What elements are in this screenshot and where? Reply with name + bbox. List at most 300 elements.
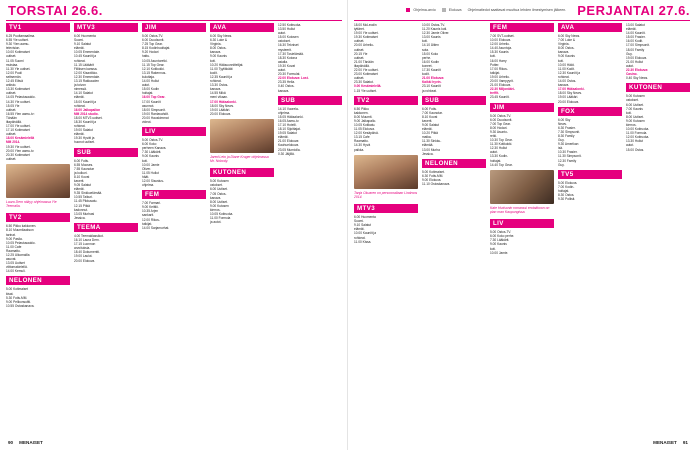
program-line: autot.	[278, 31, 286, 36]
program-line: 16.10 Laura Dern.	[74, 238, 100, 243]
program-line: 6.00 Koko	[142, 142, 157, 147]
program-line: 19.30 Yle uutiset.	[6, 144, 31, 149]
program-line: 17.10 Kotimaiset	[6, 128, 30, 133]
program-line: kaverit.	[74, 179, 85, 183]
program-line: 19.30 Kotimaiset	[354, 35, 378, 40]
program-line: 9.00 Pasila.	[6, 236, 23, 241]
program-line: 13.05 Uutiset	[6, 261, 25, 266]
program-line: 6.00 Sky	[558, 117, 571, 122]
program-line: 7.05 Ostos-	[210, 191, 227, 196]
program-line: 16.05 Aamu-tv.	[278, 118, 300, 123]
program-line: uutiset.	[6, 132, 17, 137]
channel-header: FOX	[558, 107, 622, 116]
program-line: 14.30 Yle uutiset.	[6, 99, 31, 104]
program-line: uutiset.	[354, 76, 365, 81]
program-line: kodit.	[422, 72, 430, 77]
program-line: 10.05 Kotiruoka.	[210, 212, 234, 217]
program-line: 21.00 Elokuva:	[278, 139, 300, 144]
program-line: 9.30 Amerikan	[558, 142, 579, 147]
program-line: 14.05 Pelastusaukio.	[6, 95, 36, 100]
highlighted-program: 22.00 Elokuva: Lost.	[278, 76, 309, 81]
program-line: ja rohkeat.	[422, 88, 437, 93]
program-line: uutiset.	[6, 156, 17, 161]
program-line: 12.50 Kotiruoka.	[278, 23, 302, 27]
highlighted-program: MM 2014 studio.	[74, 111, 99, 116]
program-line: viittomakielellä.	[6, 265, 28, 270]
program-line: 0.30 Jäljillä.	[278, 151, 295, 156]
schedule-column	[6, 23, 70, 435]
program-line: muistaa.	[6, 62, 19, 67]
program-line: 12.00 Sisustus-	[142, 179, 164, 183]
program-line: 20.00 Urheilu-	[354, 43, 375, 48]
program-line: 11.05 Hullut	[142, 170, 159, 175]
program-line: 11.30 Simpsonit.	[558, 154, 582, 159]
program-line: 10.00 Jamie.	[490, 250, 509, 255]
program-line: 17.00 Kauniit	[142, 99, 161, 104]
program-line: 16.55 Ylen aamu-tv:	[6, 111, 35, 116]
program-line: 13.05 Murhasi	[74, 211, 95, 216]
program-line: Jessica.	[422, 151, 434, 156]
program-line: 12.30 Emmerdale.	[74, 74, 101, 79]
program-line: hoitajat.	[490, 158, 502, 163]
program-line: 6.00 Huomenta	[74, 34, 96, 38]
program-line: 11.10 Ostoskanava.	[422, 182, 451, 186]
program-line: kanava.	[558, 83, 570, 88]
program-line: 9.10 Salatut	[354, 223, 372, 228]
program-line: perhe.	[422, 55, 432, 60]
highlighted-program: 18.00 Kesämielellä	[6, 136, 35, 141]
program-line: 13.15 Cafe	[354, 135, 370, 140]
program-line: 9.35 Sinkkuelämää.	[74, 191, 102, 196]
program-line: 18.30 Kauniit ja	[74, 119, 96, 124]
program-line: 6.30 Luke &	[210, 38, 228, 43]
program-line: 12.30 Family	[558, 158, 577, 163]
left-schedule-columns	[6, 23, 342, 435]
program-line: 19.30 Hyvät ja	[74, 136, 95, 141]
program-line: rohkeat.	[210, 79, 222, 84]
program-line: 6.00 Sky News.	[210, 34, 233, 38]
program-line: 16.00 Kodit.	[626, 39, 644, 44]
program-line: 6.00 Huomenta	[354, 215, 376, 220]
program-line: autot.	[278, 68, 286, 73]
program-line: 14.00 Sarjamurhat.	[142, 225, 170, 230]
program-line: 12.00 Urheilu.	[490, 42, 510, 47]
program-line: 8.10 Muumilaakson	[6, 228, 34, 233]
program-line: 11.00 Kissa.	[354, 239, 372, 244]
program-line: kanava.	[210, 195, 222, 200]
program-line: rohkeat.	[74, 103, 86, 108]
program-line: 20.00 Hauskimmat	[142, 115, 169, 120]
schedule-column	[210, 23, 274, 435]
program-line: Raamattu.	[354, 139, 369, 144]
program-line: 6.00 Uutiset.	[210, 187, 228, 192]
program-line: 9.00 Salatut	[422, 122, 440, 127]
right-header-rule	[354, 20, 690, 21]
program-line: 7.00 Kaunotar.	[422, 110, 443, 115]
channel-header: FEM	[142, 190, 206, 199]
program-line: kierros.	[210, 207, 221, 212]
program-line: 12.00 Kesäpäivä.	[354, 131, 379, 136]
program-line: 9.00 Kaunis	[142, 154, 159, 159]
program-line: 14.00 Hullut	[142, 79, 160, 84]
program-line: 7.00 Luke &	[558, 38, 576, 43]
legend-film-label: Elokuva	[448, 8, 462, 12]
program-line: 23.45 Kauniit.	[490, 95, 510, 100]
program-line: kuluttaja.	[142, 74, 155, 79]
program-line: Tänään	[6, 115, 17, 120]
program-line: 6.00 Koko perhe.	[490, 234, 515, 239]
channel-header: LIV	[490, 219, 554, 228]
program-line: elämät.	[74, 46, 85, 51]
program-line: 8.30 Family	[558, 133, 575, 138]
program-line: 10.05 Kotikatu.	[354, 122, 376, 127]
program-line: 14.40 Top Gear.	[490, 162, 513, 167]
program-line: 12.00 Puoli	[6, 70, 22, 75]
program-line: 6.50 Pikku kakkonen.	[6, 224, 37, 229]
program-line: hattu.	[142, 54, 150, 59]
program-line: 13.00 Murha	[422, 147, 440, 152]
channel-header: NELONEN	[422, 159, 486, 168]
program-line: 11.00 Cafe	[6, 244, 22, 249]
program-line: 6.00 Duudsonit.	[142, 38, 165, 43]
program-line: 11.45 Pikkusatu.	[74, 199, 98, 204]
program-line: autot.	[490, 150, 498, 155]
program-line: 19.00 Laulut.	[74, 254, 93, 259]
program-line: 10.30 Top Gear.	[490, 138, 513, 143]
channel-header: SUB	[278, 96, 342, 105]
program-line: 10.05 Pelastusaukio.	[6, 240, 36, 245]
program-line: koti.	[626, 110, 632, 115]
program-line: 5.00 Kutosen	[210, 179, 229, 184]
channel-header: TV5	[558, 170, 622, 179]
program-line: 17.10 Hotelli.	[278, 122, 297, 127]
program-line: 6.00 Futis.	[422, 106, 437, 111]
program-line: ostokset.	[278, 39, 291, 44]
program-line: 11.00 Tyylikkäät	[210, 66, 233, 71]
program-line: 17.30 Kauniit	[422, 68, 441, 73]
program-line: 21.00 Hullut	[626, 59, 644, 64]
program-line: kodit.	[210, 70, 218, 75]
channel-header: MTV3	[354, 204, 418, 213]
program-line: 10.20 Pitkä	[422, 131, 438, 136]
program-line: 23.10 Kauniit	[422, 84, 441, 89]
program-line: 18.00 Simpsonit.	[142, 107, 166, 112]
program-line: 13.50 Hullut	[278, 27, 296, 32]
program-line: 8.00 Ostos-	[558, 46, 575, 51]
left-header-rule	[6, 20, 342, 21]
program-line: 12.00 Kotiruoka.	[626, 135, 650, 140]
highlighted-program: Kaikki hyvin.	[422, 80, 442, 85]
program-line: 8.15 Kodinhuoltajat.	[142, 46, 171, 51]
program-line: 7.00 Kodin-	[558, 184, 575, 189]
program-line: 15.00 Koko	[422, 51, 439, 56]
program-line: 19.00 Lääkäri.	[558, 95, 579, 100]
program-line: Oliver.	[142, 166, 152, 171]
program-line: 6.00 Sky News.	[558, 34, 581, 38]
program-line: häät.	[142, 174, 150, 179]
program-line: Virginia.	[210, 42, 222, 47]
program-line: 9.30 Asunto-	[490, 129, 508, 134]
program-line: 8.30 Ostos.	[558, 193, 575, 197]
schedule-column	[278, 23, 342, 435]
program-line: 23.35 Hella.	[278, 80, 296, 85]
right-magazine-name: MENAISET	[653, 439, 677, 445]
program-line: arvoituksia.	[74, 246, 91, 251]
program-line: 16.30 Tekniset	[278, 43, 299, 48]
program-line: 12.25 Ulkomailla	[6, 252, 30, 257]
program-line: 23.05 Mumiolla.	[278, 147, 301, 152]
program-photo	[490, 170, 554, 204]
program-line: 12.10 Kotikokki.	[142, 66, 165, 71]
program-line: asunnot.	[142, 103, 155, 108]
program-line: kadonnut.	[74, 207, 89, 212]
program-line: 13.30 Ostos-	[210, 83, 229, 88]
channel-header: FEM	[490, 23, 554, 32]
schedule-column	[558, 23, 622, 435]
program-line: elämät.	[626, 27, 637, 32]
program-line: uutiset.	[6, 91, 17, 96]
program-line: 9.00 Keittiö.	[142, 205, 159, 210]
program-line: 10.00 Kotimaiset	[6, 50, 30, 55]
program-line: 15.00 Kauniit ja	[74, 99, 96, 104]
program-line: uutiset.	[6, 54, 17, 59]
program-line: 12.30 Hullut	[490, 146, 508, 151]
program-line: 21.00 Tänään	[354, 59, 374, 64]
program-line: 8.00 Hodari.	[490, 125, 508, 130]
program-line: 9.00 Kaunis	[490, 242, 507, 247]
program-line: autot.	[142, 83, 150, 88]
program-line: 8.00 Muumit.	[354, 114, 373, 119]
program-line: 20.00 Ylen aamu-tv.	[6, 148, 35, 153]
highlighted-program: Casino.	[626, 72, 638, 77]
program-line: elämät.	[354, 227, 365, 232]
program-line: 11.30 Kotikokki.	[490, 142, 513, 147]
program-line: 9.00 Kutosen	[210, 203, 229, 208]
program-line: uutiset.	[354, 55, 365, 60]
legend-pick-label: Ohjelma-arvio	[413, 8, 436, 12]
film-marker-icon	[442, 8, 446, 12]
channel-header: SUB	[74, 148, 138, 157]
program-line: 18.40 Dokumentti.	[74, 250, 100, 255]
program-line: arkisto.	[6, 83, 17, 88]
program-line: iltapäivällä.	[6, 119, 22, 124]
program-line: 10.20 Hääsuunnittelijat.	[210, 62, 244, 67]
program-line: 9.00 Kutosen	[626, 118, 645, 123]
program-line: 5.00 Kotimaiset.	[422, 169, 445, 174]
program-line: 19.00 Urheilu.	[490, 74, 510, 79]
channel-header: TV2	[354, 96, 418, 105]
program-line: 11.20 Kaunis koti.	[422, 27, 448, 32]
highlighted-program: MM 2014.	[6, 140, 21, 145]
program-line: 12.00 Rikos-	[142, 217, 160, 222]
program-line: kisat.	[6, 291, 14, 296]
left-page-number: 90	[8, 439, 14, 445]
program-line: 17.15 Luonnon	[74, 242, 96, 247]
program-line: 18.00 Family	[626, 47, 645, 52]
program-line: 13.00 Salatut	[626, 23, 645, 27]
schedule-legend	[406, 8, 569, 12]
program-line: 5.00 Ostos-TV.	[142, 138, 164, 143]
program-line: 20.00 Elokuva.	[210, 111, 232, 116]
program-line: 10.00 Häät.	[558, 62, 575, 67]
right-page-number: 91	[682, 439, 688, 445]
program-line: koti.	[490, 54, 496, 59]
channel-header: JIM	[490, 103, 554, 112]
program-line: Potter.	[490, 62, 500, 67]
program-line: videot.	[142, 119, 152, 124]
program-line: ja kulkuri.	[74, 170, 88, 175]
program-photo	[6, 164, 70, 198]
program-line: Guy.	[558, 138, 565, 143]
program-line: 14.55 Mikä	[210, 91, 226, 96]
schedule-column	[74, 23, 138, 435]
right-page-date: PERJANTAI 27.6.	[577, 2, 690, 18]
program-line: 9.20 Hodari	[142, 50, 159, 55]
program-line: tutkijat.	[490, 70, 501, 75]
program-line: 16.00 Harry	[490, 58, 507, 63]
program-line: 9.30 Poliisit.	[558, 197, 576, 202]
program-line: 12.35 Kauniit ja	[210, 74, 232, 79]
program-line: 14.00 Ostos-	[558, 79, 577, 84]
left-page-date: TORSTAI 26.6.	[8, 2, 103, 18]
program-line: 7.30 Simpsonit.	[558, 129, 580, 134]
highlighted-program: 22.30 Elokuva:	[626, 68, 649, 73]
program-line: Guy.	[626, 51, 633, 56]
program-line: 5.00 Kotimaiset	[6, 287, 28, 292]
program-line: 20.30 Formulat.	[278, 72, 301, 77]
program-line: ohjelma.	[278, 110, 291, 115]
channel-header: AVA	[558, 23, 622, 32]
highlighted-program: 16.00 Jalkapallon	[74, 107, 101, 112]
program-line: 23.00 Kotimaiset	[354, 72, 378, 77]
program-line: 5.00 Ostos-TV.	[490, 230, 512, 235]
program-line: 11.15 Lääkärit	[74, 62, 94, 67]
channel-header: JIM	[142, 23, 206, 32]
program-line: 14.00 Kemuli.	[6, 269, 26, 274]
program-line: asialla.	[278, 59, 288, 64]
program-line: 10.00 Ostos-TV.	[422, 23, 445, 27]
program-line: 14.00 Kauniit.	[626, 31, 646, 36]
program-line: 10.00 Jamie	[142, 162, 160, 167]
program-line: paikka.	[354, 147, 365, 152]
program-line: 10.00 Kotiruoka.	[626, 127, 650, 132]
program-line: 6.55 Yle uutiset.	[6, 38, 29, 43]
schedule-column	[142, 23, 206, 435]
program-line: 20.00 Elokuva.	[558, 99, 580, 104]
program-line: 19.00 Lääkäri.	[210, 107, 231, 112]
program-line: autot.	[626, 143, 634, 148]
program-line: 15.00 Kutosen	[278, 35, 299, 40]
program-line: 10.55 Ostoskanava.	[6, 303, 35, 308]
program-line: asuvat.	[6, 257, 17, 262]
program-line: 9.00 Pelikonsultti.	[6, 299, 31, 304]
program-line: 13.00 Kaunis	[422, 35, 441, 40]
program-line: rohkeat.	[558, 74, 570, 79]
program-line: 9.30 Ylen aamu-	[6, 42, 30, 47]
program-line: rohkeat.	[354, 235, 366, 240]
program-line: 10.30 Frasier.	[558, 150, 578, 155]
program-line: 19.00 Salatut	[74, 128, 93, 133]
program-line: huonot uutiset.	[74, 140, 95, 145]
program-line: 6.25 Puoltamaailma.	[6, 34, 36, 38]
program-line: elämät.	[422, 127, 433, 132]
program-line: 11.30 Yle uutiset.	[6, 66, 31, 71]
program-line: Raamattu.	[6, 248, 21, 253]
program-line: 7.00 Top Gear.	[490, 121, 511, 126]
program-line: 12.30 Jamie Oliver.	[422, 31, 450, 36]
program-line: 19.05 Salatut	[278, 131, 297, 136]
program-line: 5.30 Futis-MM.	[6, 295, 28, 300]
program-line: 9.00 Jalkapallo.	[354, 118, 377, 123]
program-line: 10.00 Kauniit ja	[354, 231, 376, 236]
program-line: 10.05 Asuntoretki.	[142, 58, 168, 63]
program-line: 1.15 Yle uutiset.	[354, 88, 377, 93]
program-line: koti.	[422, 39, 428, 44]
program-line: 14.10 Salatut	[74, 91, 93, 96]
program-line: uutiset.	[354, 47, 365, 52]
program-line: 14.10 Vuorela-	[278, 106, 299, 111]
program-line: 13.30 Kodin-	[490, 154, 509, 159]
program-line: kaverit.	[422, 118, 433, 123]
program-line: 19.00 Rantavahdit.	[142, 111, 169, 116]
right-page-header	[348, 0, 690, 20]
program-line: sota.	[422, 47, 429, 52]
program-line: ja autot.	[210, 220, 222, 225]
program-line: isä.	[558, 146, 563, 151]
program-line: seitsemän.	[6, 74, 22, 79]
program-line: 12.30 Kauniit ja	[558, 70, 580, 75]
highlighted-program: 21.00 Elokuva:	[422, 76, 445, 81]
program-line: 7.30 Lääkärit.	[142, 150, 162, 155]
program-line: Jessica.	[74, 215, 86, 220]
program-line: Suomi.	[74, 38, 84, 43]
program-line: 9.05 Salatut	[74, 183, 92, 188]
program-line: 11.05 Suomi	[6, 58, 24, 63]
program-line: hoitajat.	[558, 188, 570, 193]
schedule-column	[626, 23, 690, 435]
program-line: 11.15 Top Gear.	[142, 62, 165, 67]
schedule-column	[490, 23, 554, 435]
program-line: elämät.	[74, 132, 85, 137]
program-line: meni vikaan.	[210, 95, 228, 100]
program-line: 15.00 Frasier.	[626, 35, 646, 40]
program-line: matka.	[422, 135, 432, 140]
program-line: 17.00 Simpsonit.	[626, 43, 650, 48]
program-line: 18.10 Sijoittajat.	[278, 127, 301, 132]
left-page-header	[8, 0, 103, 20]
program-line: 9.00 Kaunis	[558, 54, 575, 59]
program-line: 6.00 Duudsonit.	[490, 117, 513, 122]
program-line: 7.00 Farmari.	[142, 201, 161, 206]
channel-header: NELONEN	[6, 276, 70, 285]
program-line: ostokset.	[210, 183, 223, 188]
program-line: kanava.	[210, 50, 222, 55]
program-line: 6.30 Frasier.	[558, 125, 576, 130]
program-line: Fiiliksen kanssa.	[74, 66, 98, 71]
program-line: News.	[558, 121, 567, 126]
program-line: Virginia.	[558, 42, 570, 47]
program-line: 15.05 Hääsalonki.	[278, 114, 304, 119]
program-photo	[354, 155, 418, 189]
photo-caption: Tanja Okuaren on persoonaltaan Lindroos 2014.	[354, 190, 418, 199]
program-line: 11.05 Elokuva.	[354, 127, 375, 132]
highlighted-program: 16.00 Top Gear.	[142, 95, 166, 100]
program-line: 15.00 Ostos.	[626, 147, 645, 152]
program-line: 6.00 Futis.	[74, 158, 89, 163]
program-line: 19.30 Kovat	[278, 63, 296, 68]
program-line: sankarit.	[142, 213, 155, 218]
program-line: 19.00 Elokuva.	[626, 55, 648, 60]
